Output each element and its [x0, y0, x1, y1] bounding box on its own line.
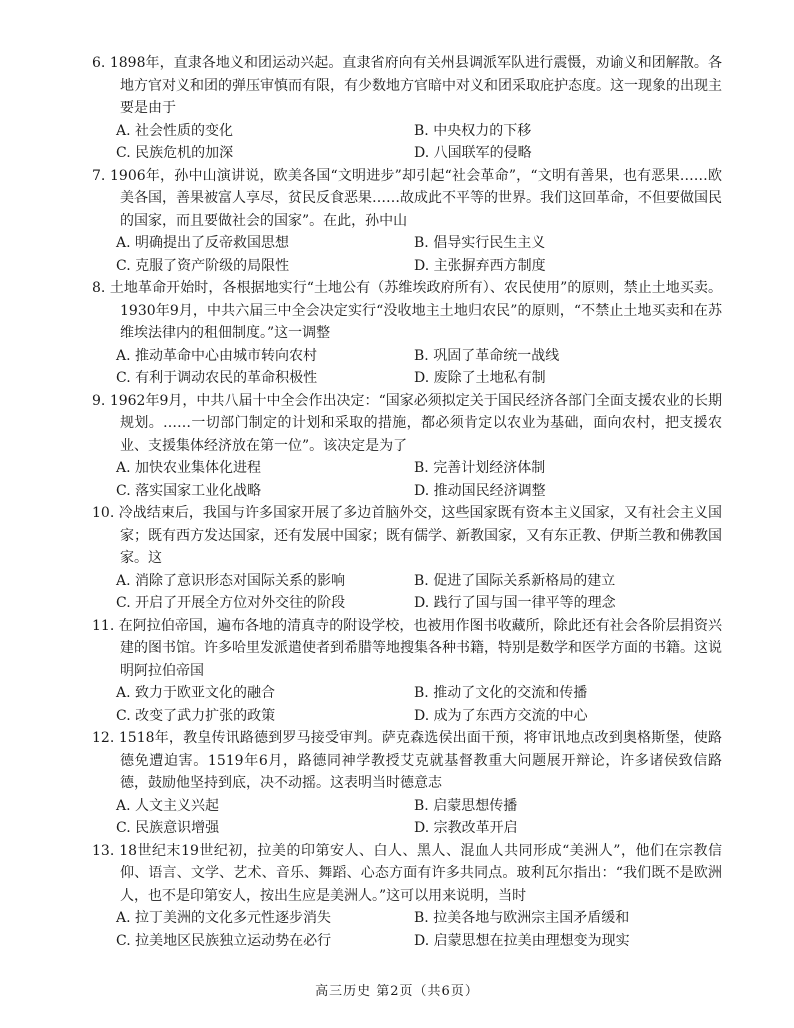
option-d: D. 启蒙思想在拉美由理想变为现实: [414, 932, 630, 949]
question-10: [92, 502, 722, 615]
question-stem: 13. 18世纪末19世纪初，拉美的印第安人、白人、黑人、混血人共同形成“美洲人”，他们在宗教信仰、语言、文学、艺术、音乐、舞蹈、心态方面有许多共同点。玻利瓦尔指出：“我们既不是欧洲人，也不是印第安人，按出生应是美洲人。”这可以用来说明，当时: [92, 842, 722, 904]
option-b: B. 拉美各地与欧洲宗主国矛盾缓和: [414, 910, 630, 926]
option-a: A. 消除了意识形态对国际关系的影响: [116, 572, 346, 589]
option-b: B. 促进了国际关系新格局的建立: [414, 572, 616, 589]
question-7: [92, 165, 722, 278]
option-a: A. 致力于欧亚文化的融合: [116, 685, 276, 701]
option-d: D. 八国联军的侵略: [414, 145, 532, 161]
question-stem: 7. 1906年，孙中山演讲说，欧美各国“文明进步”却引起“社会革命”，“文明有善果，也有恶果……欧美各国，善果被富人享尽，贫民反食恶果……故成此不平等的世界。我们这回革命，不但要做国民的国家，而且要做社会的国家”。在此，孙中山: [92, 167, 722, 229]
option-b: B. 巩固了革命统一战线: [414, 347, 560, 364]
question-stem: 11. 在阿拉伯帝国，遍布各地的清真寺的附设学校，也被用作图书收藏所，除此还有社会各阶层捐资兴建的图书馆。许多哈里发派遣使者到希腊等地搜集各种书籍，特别是数学和医学方面的书籍。这说明阿拉伯帝国: [92, 617, 722, 679]
question-stem: 12. 1518年，教皇传讯路德到罗马接受审判。萨克森选侯出面干预，将审讯地点改到奥格斯堡，使路德免遭迫害。1519年6月，路德同神学教授艾克就基督教重大问题展开辩论，许多诸侯致信路德，鼓励他坚持到底，决不动摇。这表明当时德意志: [92, 730, 722, 791]
option-c: C. 拉美地区民族独立运动势在必行: [116, 932, 332, 949]
question-8: [92, 277, 722, 390]
question-12: [92, 727, 722, 840]
option-d: D. 主张摒弃西方制度: [414, 257, 546, 274]
question-9: [92, 390, 722, 503]
question-stem: 8. 土地革命开始时，各根据地实行“土地公有（苏维埃政府所有）、农民使用”的原则，禁止土地买卖。1930年9月，中共六届三中全会决定实行“没收地主土地归农民”的原则，“不禁止土地买卖和在苏维埃法律内的租佃制度。”这一调整: [92, 280, 722, 341]
question-stem: 10. 冷战结束后，我国与许多国家开展了多边首脑外交，这些国家既有资本主义国家，又有社会主义国家；既有西方发达国家，还有发展中国家；既有儒学、新教国家，又有东正教、伊斯兰教和佛教国家。这: [92, 505, 722, 566]
option-list: [92, 457, 722, 502]
option-list: [92, 795, 722, 840]
option-b: B. 完善计划经济体制: [414, 460, 546, 476]
question-11: [92, 615, 722, 728]
question-list: [92, 52, 722, 952]
option-b: B. 推动了文化的交流和传播: [414, 685, 588, 701]
option-a: A. 推动革命中心由城市转向农村: [116, 347, 318, 364]
option-b: B. 启蒙思想传播: [414, 797, 518, 814]
option-a: A. 社会性质的变化: [116, 122, 234, 139]
option-d: D. 废除了土地私有制: [414, 370, 546, 386]
option-c: C. 克服了资产阶级的局限性: [116, 257, 290, 274]
option-c: C. 落实国家工业化战略: [116, 482, 262, 499]
option-c: C. 民族危机的加深: [116, 145, 234, 161]
option-c: C. 开启了开展全方位对外交往的阶段: [116, 595, 346, 611]
option-a: A. 拉丁美洲的文化多元性逐步消失: [116, 910, 332, 926]
option-list: [92, 907, 722, 952]
question-stem: 9. 1962年9月，中共八届十中全会作出决定：“国家必须拟定关于国民经济各部门全面支援农业的长期规划。……一切部门制定的计划和采取的措施，都必须肯定以农业为基础，面向农村，把支援农业、支援集体经济放在第一位”。该决定是为了: [92, 392, 722, 454]
option-a: A. 加快农业集体化进程: [116, 460, 262, 476]
option-d: D. 成为了东西方交流的中心: [414, 707, 588, 724]
option-list: [92, 345, 722, 390]
option-list: [92, 570, 722, 615]
option-a: A. 明确提出了反帝救国思想: [116, 235, 290, 251]
option-a: A. 人文主义兴起: [116, 797, 220, 814]
option-d: D. 践行了国与国一律平等的理念: [414, 595, 616, 611]
option-d: D. 推动国民经济调整: [414, 482, 546, 499]
page-footer: 高三历史 第2页（共6页）: [315, 984, 479, 999]
option-c: C. 民族意识增强: [116, 820, 220, 836]
option-b: B. 中央权力的下移: [414, 122, 532, 139]
option-list: [92, 120, 722, 165]
question-13: [92, 840, 722, 953]
question-stem: 6. 1898年，直隶各地义和团运动兴起。直隶省府向有关州县调派军队进行震慑，劝谕义和团解散。各地方官对义和团的弹压审慎而有限，有少数地方官暗中对义和团采取庇护态度。这一现象的出现主要是由于: [92, 55, 722, 116]
option-b: B. 倡导实行民生主义: [414, 235, 546, 251]
option-c: C. 有利于调动农民的革命积极性: [116, 370, 318, 386]
option-list: [92, 232, 722, 277]
option-c: C. 改变了武力扩张的政策: [116, 707, 276, 724]
question-6: [92, 52, 722, 165]
option-list: [92, 682, 722, 727]
option-d: D. 宗教改革开启: [414, 820, 518, 836]
